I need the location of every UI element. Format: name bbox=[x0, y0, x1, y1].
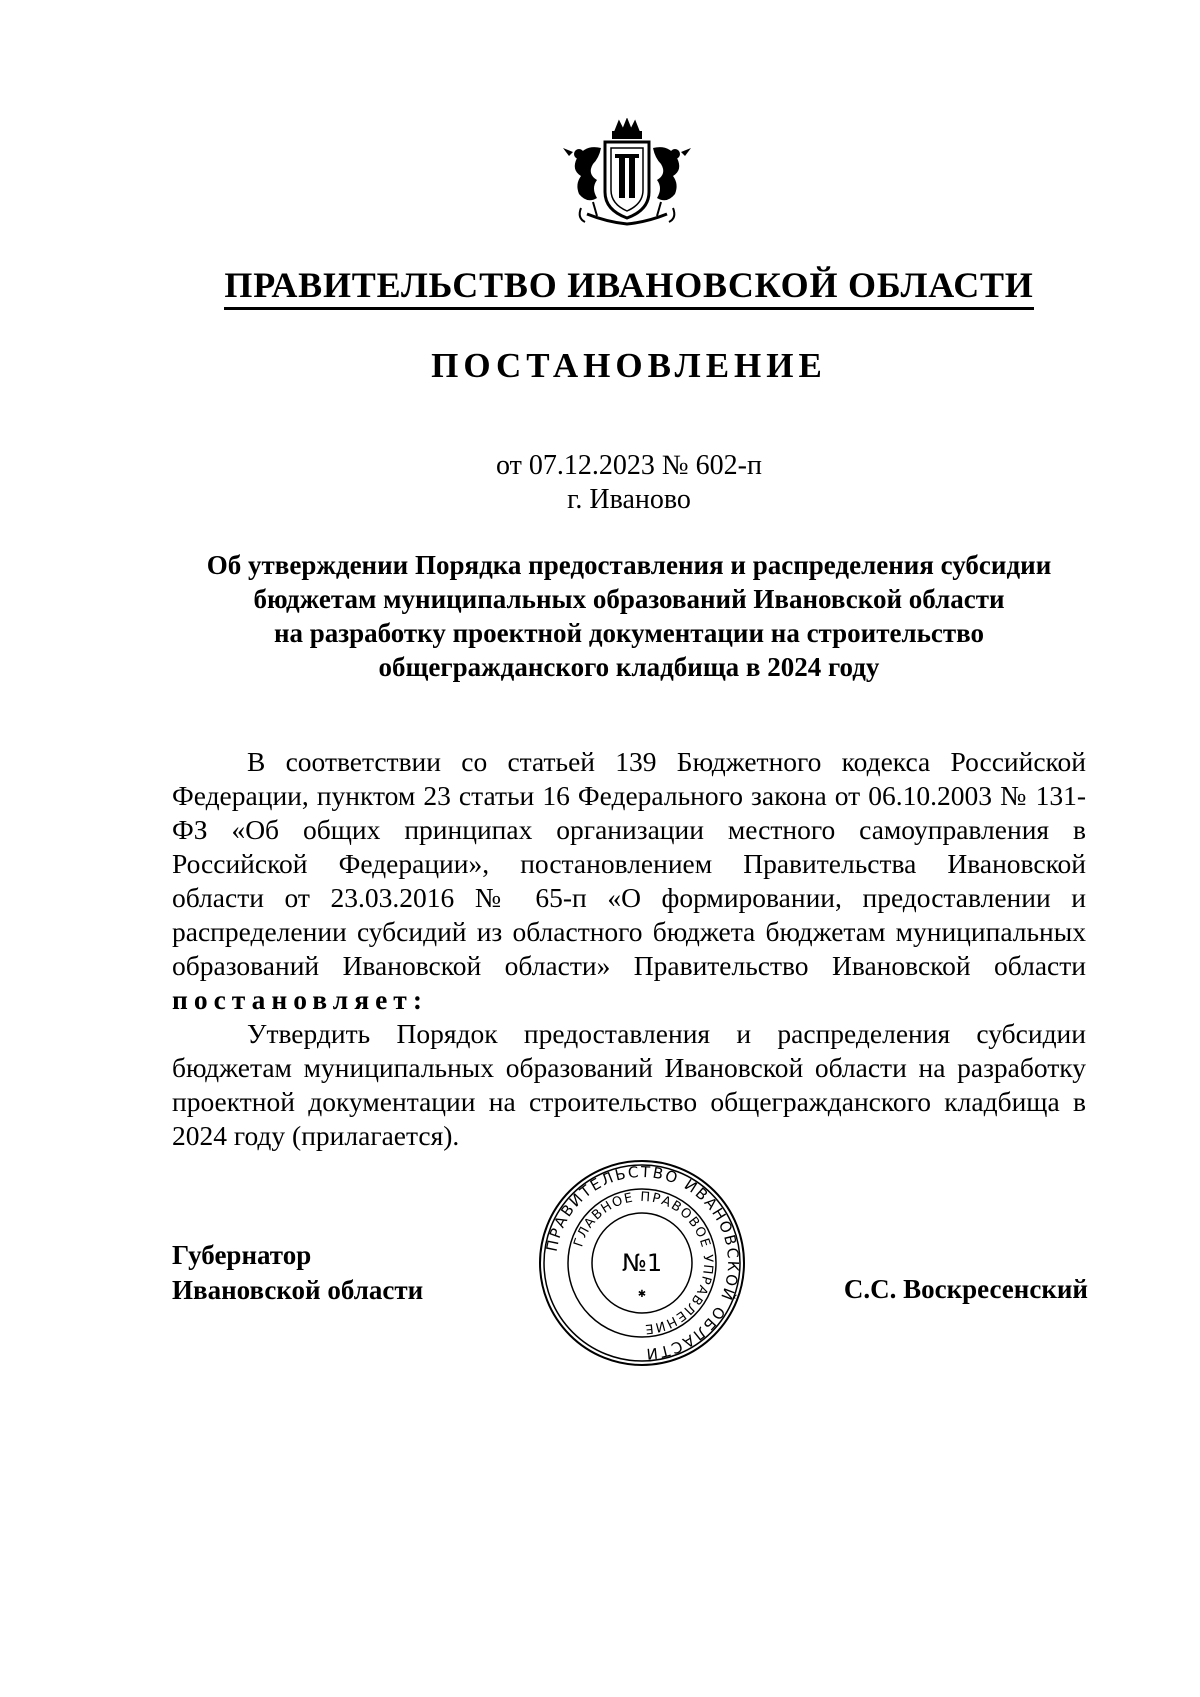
date-block bbox=[0, 449, 1200, 517]
body-text bbox=[172, 745, 1086, 1153]
signature-position bbox=[172, 1238, 423, 1308]
document-type: ПОСТАНОВЛЕНИЕ bbox=[431, 346, 827, 385]
heading-line: на разработку проектной документации на строительство bbox=[273, 618, 985, 648]
government-title bbox=[0, 264, 1200, 306]
paragraph-preamble bbox=[172, 745, 1086, 1017]
document-heading bbox=[170, 548, 1088, 684]
stamp-inner-text: ГЛАВНОЕ ПРАВОВОЕ УПРАВЛЕНИЕ bbox=[571, 1189, 716, 1337]
coat-of-arms-icon bbox=[557, 118, 697, 230]
preamble-text: В соответствии со статьей 139 Бюджетного кодекса Российской Федерации, пунктом 23 статьи 16 Федерального закона от 06.10.2003 № 131-ФЗ «Об общих принципах организации местного самоуправления в Российской Федерации», постановлением Правительства Ивановской области от 23.03.2016 № 65-п «О формировании, предоставлении и распределении субсидий из областного бюджета бюджетам муниципальных образований Ивановской области» Правительство Ивановской области bbox=[172, 746, 1086, 981]
city: г. Иваново bbox=[567, 484, 691, 515]
stamp-number: №1 bbox=[621, 1249, 663, 1277]
heading-line: Об утверждении Порядка предоставления и распределения субсидии bbox=[206, 550, 1052, 580]
position-line: Губернатор bbox=[172, 1240, 312, 1270]
resolves-word: постановляет: bbox=[172, 984, 428, 1015]
date-number: от 07.12.2023 № 602-п bbox=[496, 450, 762, 481]
paragraph-resolution: Утвердить Порядок предоставления и распределения субсидии бюджетам муниципальных образований Ивановской области на разработку проектной документации на строительство общегражданского кладбища в 2024 году (прилагается). bbox=[172, 1018, 1086, 1151]
stamp-outer-text: ПРАВИТЕЛЬСТВО ИВАНОВСКОЙ ОБЛАСТИ bbox=[542, 1162, 743, 1364]
signatory-name: С.С. Воскресенский bbox=[843, 1274, 1088, 1304]
position-line: Ивановской области bbox=[172, 1275, 424, 1305]
heading-line: общегражданского кладбища в 2024 году bbox=[378, 652, 880, 682]
svg-text:✱: ✱ bbox=[637, 1289, 647, 1300]
official-stamp-icon bbox=[536, 1157, 748, 1369]
government-name: ПРАВИТЕЛЬСТВО ИВАНОВСКОЙ ОБЛАСТИ bbox=[224, 265, 1033, 310]
heading-line: бюджетам муниципальных образований Ивановской области bbox=[253, 584, 1005, 614]
